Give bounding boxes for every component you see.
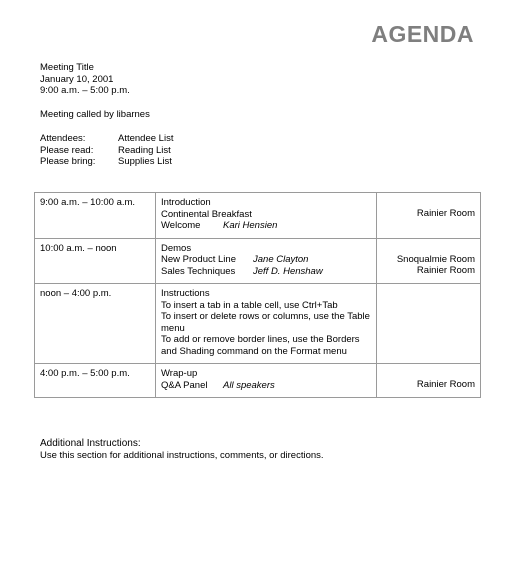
- detail-value: Attendee List: [118, 133, 174, 144]
- additional-label: Additional Instructions:: [40, 438, 141, 449]
- agenda-table: [34, 192, 481, 398]
- agenda-topic: Wrap-up: [161, 368, 198, 379]
- agenda-speaker: Kari Hensien: [223, 220, 278, 231]
- detail-label: Attendees:: [40, 133, 86, 144]
- agenda-item: [161, 380, 371, 392]
- agenda-speaker: All speakers: [223, 379, 275, 391]
- detail-label: Please read:: [40, 144, 94, 156]
- agenda-item-label: Sales Techniques: [161, 265, 236, 277]
- agenda-item: [161, 209, 371, 221]
- agenda-note: To add or remove border lines, use the Borders and Shading command on the Format menu: [161, 334, 360, 357]
- agenda-topic: Introduction: [161, 197, 211, 208]
- agenda-note: To insert a tab in a table cell, use Ctrl+Tab: [161, 299, 338, 311]
- agenda-topic-cell: [156, 238, 377, 284]
- agenda-row: [35, 238, 481, 284]
- meeting-called-by: Meeting called by libarnes: [40, 109, 150, 120]
- agenda-room: Snoqualmie Room: [396, 253, 475, 265]
- agenda-note: To insert or delete rows or columns, use the Table menu: [161, 311, 370, 334]
- agenda-room: Rainier Room: [416, 265, 475, 276]
- detail-row-attendees: [40, 133, 173, 145]
- agenda-item-label: Continental Breakfast: [161, 208, 252, 220]
- agenda-topic: Instructions: [161, 288, 210, 299]
- detail-row-reading: [40, 145, 173, 157]
- agenda-item: [161, 266, 371, 278]
- agenda-topic-cell: [156, 284, 377, 364]
- agenda-item: [161, 254, 371, 266]
- detail-label: Please bring:: [40, 156, 96, 167]
- detail-row-supplies: [40, 156, 173, 168]
- agenda-speaker: Jane Clayton: [253, 254, 309, 265]
- agenda-topic-cell: [156, 193, 377, 239]
- detail-value: Supplies List: [118, 156, 172, 167]
- agenda-item-label: New Product Line: [161, 254, 236, 265]
- agenda-room-cell: [377, 364, 481, 398]
- meeting-header: [40, 62, 130, 97]
- agenda-time: 10:00 a.m. – noon: [35, 238, 156, 284]
- meeting-title: Meeting Title: [40, 62, 94, 73]
- additional-text: Use this section for additional instructions, comments, or directions.: [40, 449, 324, 461]
- agenda-room-cell: [377, 284, 481, 364]
- agenda-row: [35, 364, 481, 398]
- meeting-time: 9:00 a.m. – 5:00 p.m.: [40, 85, 130, 96]
- detail-value: Reading List: [118, 144, 171, 156]
- agenda-room-cell: [377, 238, 481, 284]
- meeting-date: January 10, 2001: [40, 73, 114, 85]
- agenda-item: [161, 220, 371, 232]
- agenda-time: noon – 4:00 p.m.: [35, 284, 156, 364]
- agenda-topic: Demos: [161, 242, 192, 254]
- agenda-room: Rainier Room: [416, 379, 475, 390]
- agenda-row: [35, 193, 481, 239]
- agenda-speaker: Jeff D. Henshaw: [253, 265, 323, 277]
- agenda-item-label: Welcome: [161, 220, 201, 231]
- agenda-title: AGENDA: [371, 21, 474, 47]
- meeting-details: [40, 133, 173, 168]
- agenda-time: 4:00 p.m. – 5:00 p.m.: [35, 364, 156, 398]
- agenda-row: [35, 284, 481, 364]
- agenda-room: Rainier Room: [416, 208, 475, 219]
- agenda-time: 9:00 a.m. – 10:00 a.m.: [35, 193, 156, 239]
- additional-instructions: [40, 438, 324, 461]
- agenda-room-cell: [377, 193, 481, 239]
- agenda-topic-cell: [156, 364, 377, 398]
- agenda-item-label: Q&A Panel: [161, 379, 208, 391]
